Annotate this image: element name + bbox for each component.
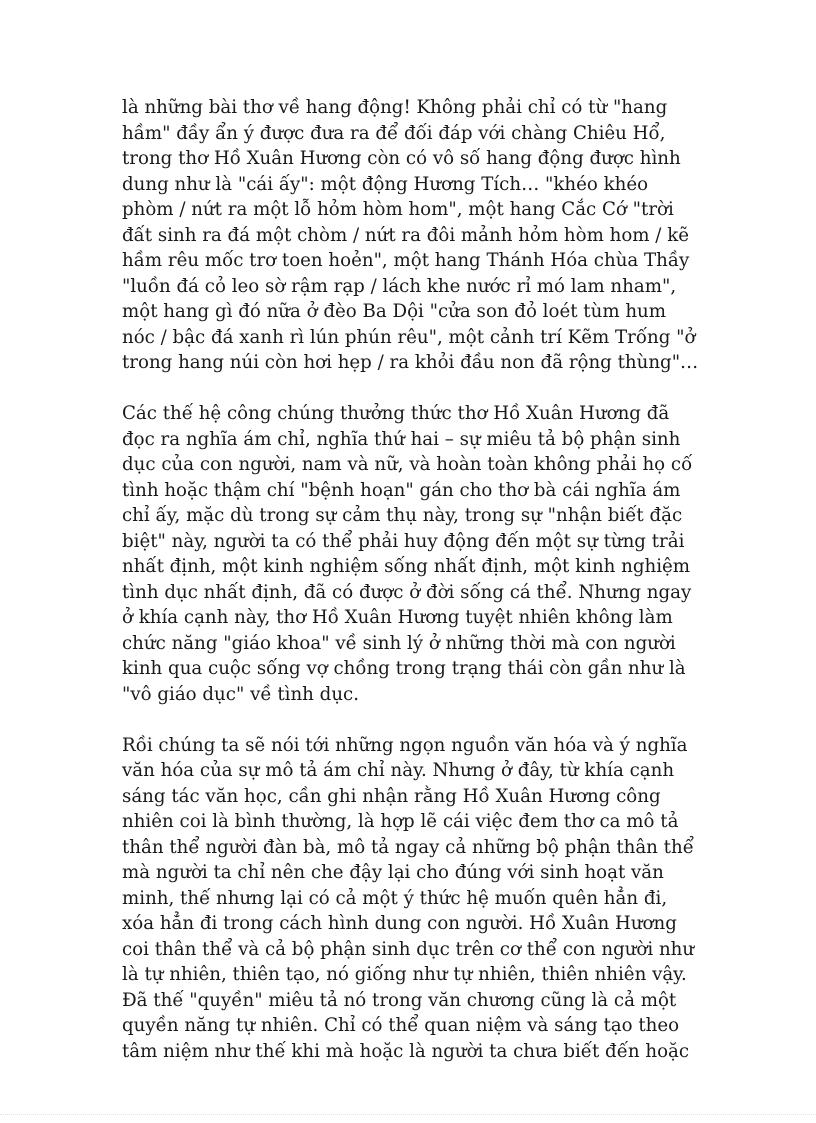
paragraph-cultural-meaning: Rồi chúng ta sẽ nói tới những ngọn nguồn văn hóa và ý nghĩa văn hóa của sự mô tả ám chỉ này. Nhưng ở đây, từ khía cạnh sáng tác văn học, cần ghi nhận rằng Hồ Xuân Hương công nhiên coi là bình thường, là hợp lẽ cái việc đem thơ ca mô tả thân thể người đàn bà, mô tả ngay cả những bộ phận thân thể mà người ta chỉ nên che đậy lại cho đúng với sinh hoạt văn minh, thế nhưng lại có cả một ý thức hệ muốn quên hẳn đi, xóa hẳn đi trong cách hình dung con người. Hồ Xuân Hương coi thân thể và cả bộ phận sinh dục trên cơ thể con người như là tự nhiên, thiên tạo, nó giống như tự nhiên, thiên nhiên vậy. Đã thế "quyền" miêu tả nó trong văn chương cũng là cả một quyền năng tự nhiên. Chỉ có thể quan niệm và sáng tạo theo tâm niệm như thế khi mà hoặc là người ta chưa biết đến hoặc (122, 734, 695, 1062)
paragraph-reader-interpretation: Các thế hệ công chúng thưởng thức thơ Hồ Xuân Hương đã đọc ra nghĩa ám chỉ, nghĩa thứ hai – sự miêu tả bộ phận sinh dục của con người, nam và nữ, và hoàn toàn không phải họ cố tình hoặc thậm chí "bệnh hoạn" gán cho thơ bà cái nghĩa ám chỉ ấy, mặc dù trong sự cảm thụ này, trong sự "nhận biết đặc biệt" này, người ta có thể phải huy động đến một sự từng trải nhất định, một kinh nghiệm sống nhất định, một kinh nghiệm tình dục nhất định, đã có được ở đời sống cá thể. Nhưng ngay ở khía cạnh này, thơ Hồ Xuân Hương tuyệt nhiên không làm chức năng "giáo khoa" về sinh lý ở những thời mà con người kinh qua cuộc sống vợ chồng trong trạng thái còn gần như là "vô giáo dục" về tình dục. (122, 403, 693, 705)
body-text (122, 95, 700, 1064)
paragraph-cave-imagery: là những bài thơ về hang động! Không phải chỉ có từ "hang hầm" đầy ẩn ý được đưa ra để đối đáp với chàng Chiêu Hổ, trong thơ Hồ Xuân Hương còn có vô số hang động được hình dung như là "cái ấy": một động Hương Tích… "khéo khéo phòm / nứt ra một lỗ hỏm hòm hom", một hang Cắc Cớ "trời đất sinh ra đá một chòm / nứt ra đôi mảnh hỏm hòm hom / kẽ hầm rêu mốc trơ toen hoẻn", một hang Thánh Hóa chùa Thầy "luồn đá cỏ leo sờ rậm rạp / lách khe nước rỉ mó lam nham", một hang gì đó nữa ở đèo Ba Dội "cửa son đỏ loét tùm hum nóc / bậc đá xanh rì lún phún rêu", một cảnh trí Kẽm Trống "ở trong hang núi còn hơi hẹp / ra khỏi đầu non đã rộng thùng"… (122, 97, 699, 373)
page-bottom-divider (0, 1114, 816, 1115)
